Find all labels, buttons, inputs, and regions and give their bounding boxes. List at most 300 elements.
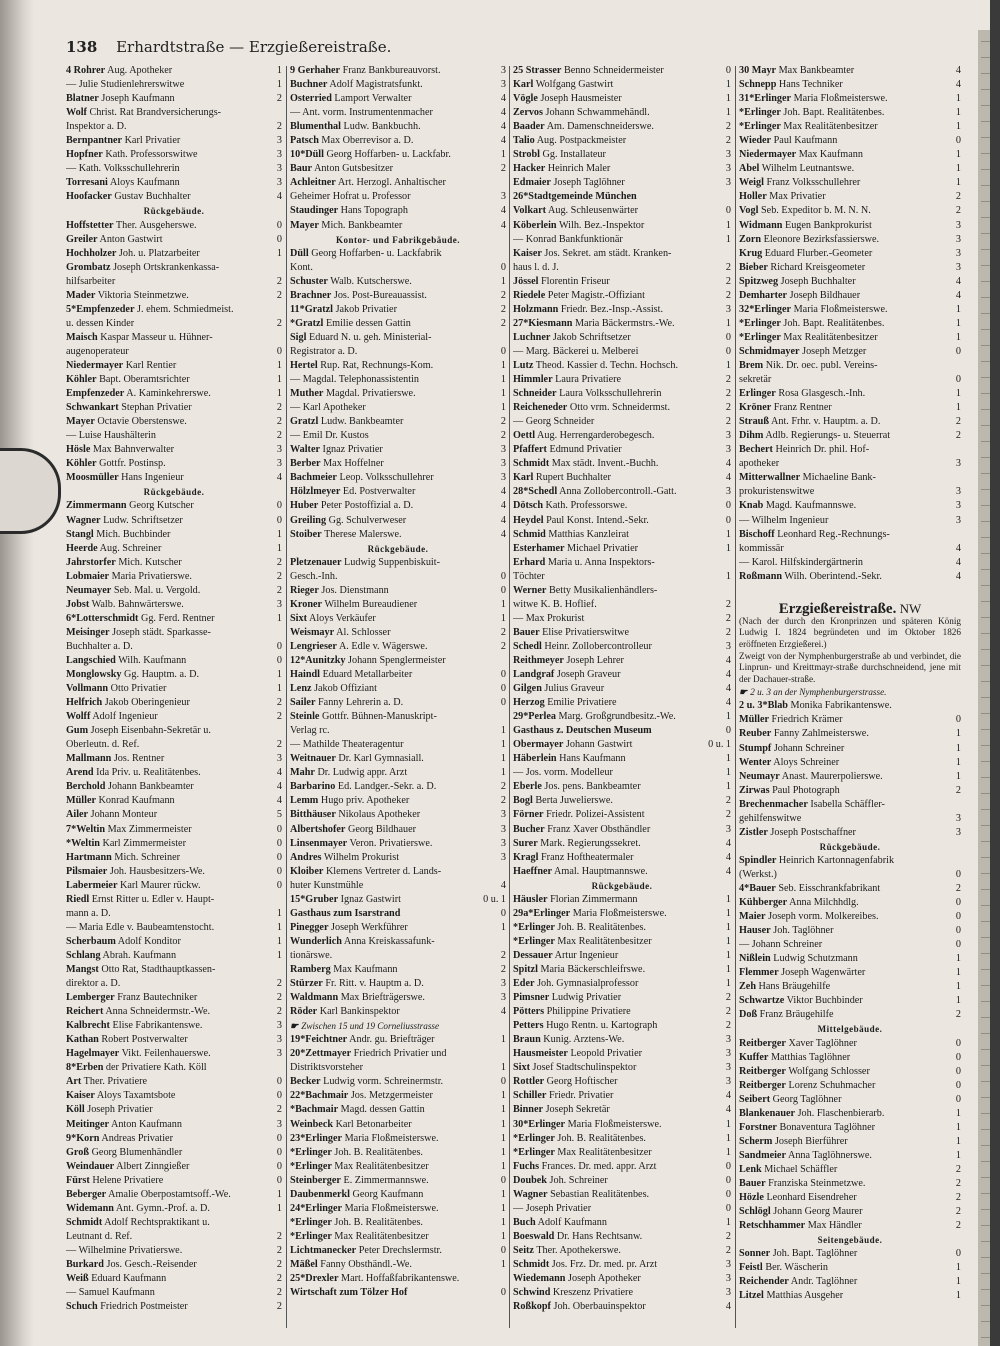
directory-entry [66, 457, 282, 471]
floor-number: 2 [955, 416, 961, 428]
resident-occupation: — Maria Edle v. Baubeamtenstocht. [66, 921, 215, 933]
floor-number: 0 [955, 868, 961, 880]
resident-name: Lobmaier [66, 570, 110, 582]
floor-number: 0 [725, 500, 731, 512]
resident-occupation: Friedrich Privatier und [353, 1048, 447, 1060]
resident-occupation: Hans Kaufmann [559, 753, 626, 765]
directory-entry [739, 1037, 961, 1051]
floor-number: 1 [276, 374, 282, 386]
resident-occupation: apotheker [739, 458, 780, 470]
column-2 [290, 64, 506, 1334]
resident-name: Schwankart [66, 402, 119, 414]
resident-name: Kuffer [739, 1051, 769, 1063]
resident-name: Bogl [513, 795, 533, 807]
resident-name: Staudinger [290, 205, 339, 217]
resident-name: Barbarino [290, 781, 336, 793]
floor-number: 1 [725, 753, 731, 765]
directory-entry [739, 966, 961, 980]
resident-occupation: Max Bahnverwalter [92, 444, 175, 456]
floor-number: 2 [725, 121, 731, 133]
floor-number: 0 [955, 1079, 961, 1091]
resident-occupation: Elise Fabrikantenswe. [112, 1020, 203, 1032]
resident-occupation: Karl Privatier [124, 135, 181, 147]
resident-name: Schedl [513, 640, 542, 652]
resident-name: Rottler [513, 1076, 545, 1088]
resident-name: Jössel [513, 275, 539, 287]
resident-occupation: Aloys Taxamtsbote [96, 1090, 176, 1102]
resident-occupation: Eduard Kaufmann [91, 1273, 167, 1285]
floor-number: 1 [955, 756, 961, 768]
resident-occupation: Anton Kaufmann [110, 1118, 182, 1130]
floor-number: 4 [500, 514, 506, 526]
directory-entry [739, 570, 961, 584]
resident-name: Haeffner [513, 865, 553, 877]
resident-name: Spindler [739, 854, 777, 866]
floor-number: 4 [725, 683, 731, 695]
resident-name: Zistler [739, 826, 768, 838]
resident-name: Lutz [513, 359, 534, 371]
resident-name: Nißlein [739, 953, 771, 965]
floor-number: 1 [500, 739, 506, 751]
resident-occupation: Rosa Glasgesch.-Inh. [778, 388, 866, 400]
directory-entry [739, 713, 961, 727]
directory-entry [739, 1205, 961, 1219]
section-subheading: Rückgebäude. [591, 880, 653, 891]
resident-occupation: Seb. Expeditor b. M. N. N. [761, 205, 871, 217]
resident-occupation: Maria Floßmeisterswe. [344, 1132, 439, 1144]
floor-number: 4 [725, 697, 731, 709]
resident-occupation: Johann Gastwirt [565, 739, 633, 751]
directory-entry [290, 429, 506, 443]
resident-occupation: Max Händler [807, 1220, 862, 1232]
resident-occupation: Jos. Dienstmann [321, 584, 389, 596]
directory-entry [290, 738, 506, 752]
directory-entry [739, 1079, 961, 1093]
directory-entry [290, 1258, 506, 1272]
floor-number: 2 [276, 1006, 282, 1018]
floor-number: 4 [500, 486, 506, 498]
resident-name: Spitzweg [739, 275, 779, 287]
resident-occupation: Max Briefträgerswe. [340, 992, 425, 1004]
resident-name: *Erlinger [513, 921, 555, 933]
floor-number: 2 [500, 626, 506, 638]
resident-occupation: Eduard Metallarbeiter [322, 669, 413, 681]
resident-occupation: Andreas Privatier [101, 1132, 173, 1144]
resident-name: Weismayr [290, 626, 335, 638]
clamp-tab [0, 448, 61, 534]
resident-name: Wenter [739, 756, 772, 768]
directory-entry [290, 204, 506, 218]
column-3 [513, 64, 731, 1334]
resident-occupation: Kont. [290, 261, 313, 273]
directory-entry [513, 1160, 731, 1174]
resident-name: Reichert [66, 1006, 104, 1018]
directory-entry [290, 457, 506, 471]
floor-number: 1 [500, 1034, 506, 1046]
directory-entry [66, 977, 282, 991]
resident-name: 26*Stadtgemeinde München [513, 191, 637, 203]
directory-entry [513, 893, 731, 907]
resident-name: Widemann [66, 1202, 114, 1214]
directory-entry [66, 303, 282, 317]
resident-occupation: Matthias Taglöhner [770, 1051, 851, 1063]
resident-name: Demharter [739, 289, 788, 301]
resident-occupation: Adolf Magistratsfunkt. [329, 79, 423, 91]
directory-entry [66, 865, 282, 879]
resident-occupation: Gg. Hauptm. a. D. [124, 669, 200, 681]
resident-name: Schmidt [513, 458, 550, 470]
resident-name: *Erlinger [739, 107, 781, 119]
directory-entry [66, 1174, 282, 1188]
resident-occupation: Fanny Zahlmeisterswe. [773, 728, 869, 740]
resident-occupation: Leopold Privatier [570, 1048, 643, 1060]
resident-occupation: Mich. Buchbinder [96, 528, 171, 540]
floor-number: 1 [500, 1160, 506, 1172]
directory-entry [290, 991, 506, 1005]
directory-entry [290, 808, 506, 822]
floor-number: 3 [500, 444, 506, 456]
directory-entry [739, 204, 961, 218]
floor-number: 1 [276, 359, 282, 371]
floor-number: 3 [725, 177, 731, 189]
resident-occupation: Georg Hoftischer [546, 1076, 618, 1088]
directory-entry [66, 626, 282, 640]
resident-name: Abel [739, 163, 760, 175]
resident-name: Erhard [513, 556, 546, 568]
resident-name: Häusler [513, 893, 548, 905]
directory-entry [66, 682, 282, 696]
resident-name: Spitzl [513, 964, 538, 975]
resident-occupation: Max Hoffelner [323, 458, 384, 470]
resident-occupation: Jakob Offiziant [314, 683, 377, 695]
resident-occupation: Monika Fabrikantenswe. [790, 700, 892, 712]
resident-occupation: Maria Floßmeisterswe. [572, 907, 667, 919]
floor-number: 4 [500, 135, 506, 147]
directory-entry [513, 542, 731, 556]
resident-name: 15*Gruber [290, 893, 339, 905]
floor-number: 0 [276, 345, 282, 357]
floor-number: 1 [500, 1188, 506, 1200]
floor-number: 4 [500, 879, 506, 891]
directory-entry [290, 1286, 506, 1300]
resident-name: Kalbrecht [66, 1020, 110, 1032]
resident-occupation: Ant. Frhr. v. Hauptm. a. D. [771, 416, 881, 428]
floor-number: 4 [500, 121, 506, 133]
directory-entry [290, 696, 506, 710]
floor-number: 2 [725, 289, 731, 301]
floor-number: 2 [955, 205, 961, 217]
directory-entry [739, 289, 961, 303]
directory-entry [66, 134, 282, 148]
resident-occupation: Ida Priv. u. Realitätenbes. [96, 767, 201, 779]
directory-entry [739, 1219, 961, 1233]
resident-name: Sonner [739, 1248, 771, 1260]
floor-number: 1 [955, 402, 961, 414]
resident-name: 9 Gerhaher [290, 65, 341, 76]
directory-entry [66, 514, 282, 528]
floor-number: 1 [955, 953, 961, 965]
floor-number: 4 [725, 865, 731, 877]
floor-number: 3 [725, 1258, 731, 1270]
directory-entry [290, 612, 506, 626]
floor-number: 1 [955, 317, 961, 329]
directory-entry [739, 542, 961, 556]
resident-occupation: Adolf Rechtspraktikant u. [104, 1216, 210, 1228]
floor-number: 0 [725, 1174, 731, 1186]
directory-entry [290, 1272, 506, 1286]
floor-number: 3 [725, 149, 731, 161]
resident-occupation: Max Realitätenbesitzer [557, 935, 652, 947]
street-note: Zweigt von der Nymphenburgerstraße ab und verbindet, die Linprun- und Kreittmayr-straße durchschneidend, jene mit der Dachauer-straße. [739, 650, 961, 684]
directory-entry [290, 626, 506, 640]
directory-entry [513, 1132, 731, 1146]
resident-name: Art [66, 1076, 82, 1088]
directory-entry [739, 331, 961, 345]
resident-occupation: Richard Kreisgeometer [770, 261, 866, 273]
resident-name: Brem [739, 359, 764, 371]
resident-occupation: Joh. Bapt. Taglöhner [772, 1248, 858, 1260]
resident-occupation: Anna Taglöhnerswe. [787, 1149, 872, 1161]
resident-occupation: Joh. Bapt. Realitätenbes. [783, 317, 885, 329]
floor-number: 2 [725, 795, 731, 807]
resident-occupation: Joseph Ortskrankenkassa- [113, 261, 220, 273]
resident-name: Litzel [739, 1290, 764, 1302]
floor-number: 1 [955, 1149, 961, 1161]
floor-number: 4 [500, 219, 506, 231]
directory-entry [739, 1191, 961, 1205]
floor-number: 4 [276, 781, 282, 793]
floor-number: 2 [500, 430, 506, 442]
resident-occupation: Gottfr. Bühnen-Manuskript- [321, 711, 437, 723]
directory-entry [66, 780, 282, 794]
directory-entry [513, 261, 731, 275]
resident-occupation: Georg Blumenhändler [91, 1146, 183, 1158]
resident-occupation: (Werkst.) [739, 868, 777, 880]
floor-number: 3 [725, 1287, 731, 1299]
floor-number: 1 [276, 388, 282, 400]
resident-occupation: Sebastian Realitätenbes. [550, 1188, 650, 1200]
floor-number: 5 [276, 809, 282, 821]
directory-entry [290, 387, 506, 401]
floor-number: 1 [500, 725, 506, 737]
floor-number: 2 [725, 598, 731, 610]
resident-occupation: Maria Privatierswe. [111, 570, 192, 582]
resident-occupation: Joseph Eisenbahn-Sekretär u. [90, 725, 211, 737]
floor-number: 1 [955, 1107, 961, 1119]
resident-name: Hölzlmeyer [290, 486, 341, 498]
floor-number: 3 [276, 598, 282, 610]
street-note: (Nach der durch den Kronprinzen und späteren König Ludwig I. 1824 begründeten und im Oktober 1826 eröffneten Erzgießerei.) [739, 615, 961, 649]
resident-occupation: Joseph Bildhauer [789, 289, 861, 301]
resident-name: 20*Zettmayer [290, 1048, 352, 1060]
floor-number: 3 [500, 472, 506, 484]
resident-occupation: Lamport Verwalter [334, 93, 412, 105]
resident-name: Köhler [66, 374, 97, 386]
resident-occupation: Julius Graveur [544, 683, 605, 695]
resident-occupation: Friedr. Bez.-Insp.-Assist. [560, 303, 663, 315]
floor-number: 0 [725, 205, 731, 217]
resident-name: Muther [290, 388, 324, 400]
directory-entry [66, 219, 282, 233]
floor-number: 1 [955, 728, 961, 740]
directory-entry [739, 1008, 961, 1022]
floor-number: 4 [500, 500, 506, 512]
resident-name: Waldmann [290, 992, 339, 1004]
floor-number: 0 [725, 331, 731, 343]
floor-number: 2 [955, 191, 961, 203]
floor-number: 1 [955, 1290, 961, 1302]
resident-name: 11*Gratzl [290, 303, 334, 315]
resident-occupation: Max Privatier [769, 191, 826, 203]
resident-name: Pimsner [513, 992, 550, 1004]
floor-number: 1 [725, 79, 731, 91]
directory-entry [739, 699, 961, 713]
floor-number: 1 [500, 1132, 506, 1144]
resident-occupation: sekretär [739, 374, 772, 386]
floor-number: 1 [276, 65, 282, 76]
resident-occupation: Joh. B. Realitätenbes. [334, 1146, 423, 1158]
resident-name: Holzmann [513, 303, 559, 315]
directory-entry [66, 612, 282, 626]
resident-occupation: Hans Techniker [778, 79, 843, 91]
directory-entry [66, 190, 282, 204]
resident-name: Niedermayer [66, 359, 124, 371]
directory-entry [66, 1089, 282, 1103]
floor-number: 1 [276, 935, 282, 947]
resident-name: Haindl [290, 669, 321, 681]
floor-number: 4 [955, 79, 961, 91]
floor-number: 2 [276, 1230, 282, 1242]
floor-number: 2 [725, 992, 731, 1004]
resident-occupation: Mich. Schreiner [114, 851, 181, 863]
resident-name: Hertel [290, 359, 318, 371]
floor-number: 2 [276, 556, 282, 568]
directory-entry [290, 415, 506, 429]
resident-occupation: Joseph Privatier [87, 1104, 153, 1116]
resident-name: Torresani [66, 177, 108, 189]
resident-name: Seitz [513, 1244, 534, 1256]
resident-occupation: Emilie dessen Gattin [325, 317, 411, 329]
directory-entry [739, 92, 961, 106]
resident-occupation: Walb. Kutscherswe. [330, 275, 412, 287]
resident-name: 32*Erlinger [739, 303, 792, 315]
resident-occupation: Berta Juwelierswe. [535, 795, 613, 807]
resident-occupation: Anna Milchhdlg. [789, 897, 859, 909]
directory-entry [513, 851, 731, 865]
floor-number: 0 [955, 1051, 961, 1063]
floor-number: 2 [955, 1163, 961, 1175]
directory-entry [290, 303, 506, 317]
resident-name: *Erlinger [739, 317, 781, 329]
resident-name: Buchner [290, 79, 328, 91]
floor-number: 0 [276, 1146, 282, 1158]
resident-name: Hauser [739, 925, 771, 937]
floor-number: 2 [725, 374, 731, 386]
directory-entry [290, 485, 506, 499]
resident-name: *Erlinger [739, 331, 781, 343]
resident-occupation: Franz Xaver Obsthändler [547, 823, 651, 835]
directory-entry [739, 485, 961, 499]
resident-occupation: Karl Betonarbeiter [335, 1118, 412, 1130]
directory-entry [66, 148, 282, 162]
resident-name: Dihm [739, 430, 764, 442]
resident-name: Blumenthal [290, 121, 341, 133]
directory-entry [290, 1230, 506, 1244]
resident-occupation: Franz Hoftheatermaler [541, 851, 634, 863]
resident-occupation: Emilie Privatiere [547, 697, 617, 709]
resident-name: Wolf [66, 107, 87, 119]
resident-occupation: Rup. Rat, Rechnungs-Kom. [320, 359, 434, 371]
floor-number: 2 [276, 416, 282, 428]
resident-name: Osterried [290, 93, 332, 105]
floor-number: 2 [955, 1220, 961, 1232]
directory-entry [513, 612, 731, 626]
floor-number: 0 [955, 714, 961, 726]
resident-occupation: Wilhelm Prokurist [323, 851, 400, 863]
resident-name: Schnepp [739, 79, 777, 91]
floor-number: 0 [500, 261, 506, 273]
resident-occupation: Vikt. Feilenhauerswe. [121, 1048, 211, 1060]
floor-number: 0 [955, 374, 961, 386]
directory-entry [66, 738, 282, 752]
resident-occupation: Viktoria Steinmetzwe. [97, 289, 189, 301]
resident-occupation: Georg Taglöhner [772, 1093, 842, 1105]
resident-name: 25 Strasser [513, 65, 562, 76]
resident-occupation: Aloys Kaufmann [109, 177, 180, 189]
resident-name: Dötsch [513, 500, 543, 512]
directory-entry [290, 837, 506, 851]
resident-name: Groß [66, 1146, 90, 1158]
resident-occupation: Registrator a. D. [290, 345, 358, 357]
resident-name: Baur [290, 163, 313, 175]
floor-number: 1 [725, 233, 731, 245]
floor-number: 2 [276, 697, 282, 709]
floor-number: 3 [500, 851, 506, 863]
directory-entry [66, 1188, 282, 1202]
resident-occupation: Dr. Ludwig appr. Arzt [317, 767, 408, 779]
resident-occupation: Joseph Metzger [802, 345, 867, 357]
resident-occupation: Karl Bankinspektor [319, 1006, 400, 1018]
column-4 [739, 64, 961, 1334]
directory-entry [513, 289, 731, 303]
directory-entry [290, 584, 506, 598]
directory-entry [290, 289, 506, 303]
floor-number: 4 [955, 275, 961, 287]
floor-number: 0 u. 1 [708, 739, 731, 751]
resident-occupation: Max Bankbeamter [778, 65, 855, 76]
directory-entry [290, 1202, 506, 1216]
directory-entry [513, 668, 731, 682]
resident-name: Reitberger [739, 1065, 786, 1077]
resident-occupation: Karl Maurer rückw. [120, 879, 201, 891]
floor-number: 1 [500, 275, 506, 287]
floor-number: 3 [725, 444, 731, 456]
directory-entry [513, 64, 731, 78]
resident-name: Mader [66, 289, 96, 301]
resident-occupation: — Kath. Volksschullehrerin [66, 163, 180, 175]
resident-occupation: Hans Ingenieur [121, 472, 184, 484]
resident-occupation: Mart. Hoffaßfabrikantenswe. [341, 1273, 460, 1285]
directory-entry [513, 935, 731, 949]
resident-name: *Erlinger [290, 1216, 332, 1228]
resident-occupation: Veron. Privatierswe. [349, 837, 433, 849]
directory-entry [66, 1160, 282, 1174]
resident-occupation: Maria Floßmeisterswe. [567, 1118, 662, 1130]
directory-entry [513, 514, 731, 528]
resident-occupation: Joseph Wagenwärter [781, 967, 866, 979]
resident-occupation: Distriktsvorsteher [290, 1062, 363, 1074]
directory-entry [513, 865, 731, 879]
